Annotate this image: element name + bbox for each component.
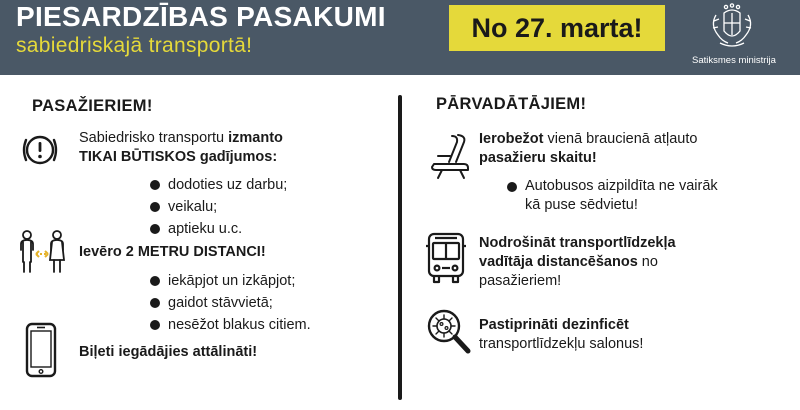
carriers-item2-text <box>479 234 676 291</box>
date-badge <box>449 5 665 51</box>
passengers-item1-text-a: Sabiedrisko transportu <box>79 130 229 146</box>
passengers-item1-text-c: TIKAI BŪTISKOS gadījumos: <box>79 149 278 165</box>
passengers-item1-text-b: izmanto <box>228 130 283 146</box>
carriers-item3-text-a: Pastiprināti dezinficēt <box>479 317 629 333</box>
date-text: No 27. marta! <box>471 12 643 43</box>
passengers-item2-bullets <box>150 270 311 336</box>
carriers-item2-text-c: no <box>637 254 658 270</box>
carriers-item1-text-c: pasažieru skaitu! <box>479 150 597 166</box>
passengers-item1-bullets <box>150 174 287 240</box>
passengers-item3-text <box>79 343 257 362</box>
ministry-label: Satiksmes ministrija <box>692 55 776 66</box>
passengers-item1-text <box>79 129 283 167</box>
carriers-item3-text <box>479 316 643 354</box>
passengers-item2-text-b: Ievēro 2 METRU DISTANCI! <box>79 244 266 260</box>
carriers-item2-text-a: Nodrošināt transportlīdzekļa <box>479 235 676 251</box>
list-item: aptieku u.c. <box>150 218 287 240</box>
list-item: nesēžot blakus citiem. <box>150 314 311 336</box>
passengers-item3-text-b: Biļeti iegādājies attālināti! <box>79 344 258 360</box>
carriers-item1-bullet-cont: kā puse sēdvietu! <box>525 197 638 213</box>
list-item: Autobusos aizpildīta ne vairāk <box>507 176 718 196</box>
carriers-item2-text-d: pasažieriem! <box>479 273 562 289</box>
carriers-item2-text-b: vadītāja distancēšanos <box>479 254 638 270</box>
page-subtitle: sabiedriskajā transportā! <box>16 34 253 57</box>
list-item: veikalu; <box>150 196 287 218</box>
carriers-item1-text <box>479 130 697 168</box>
virus-magnifier-icon <box>424 306 474 358</box>
smartphone-icon <box>24 322 58 378</box>
carriers-item3-text-b: transportlīdzekļu salonus! <box>479 336 644 352</box>
carriers-item1-text-b: vienā braucienā atļauto <box>543 131 698 147</box>
coat-of-arms-icon <box>706 3 758 51</box>
carriers-heading: PĀRVADĀTĀJIEM! <box>436 95 587 113</box>
passengers-item2-text <box>79 243 266 262</box>
carriers-item1-text-a: Ierobežot <box>479 131 544 147</box>
carriers-item1-bullets <box>507 176 718 196</box>
header-banner <box>0 0 800 75</box>
list-item: iekāpjot un izkāpjot; <box>150 270 311 292</box>
warning-alert-icon <box>20 130 60 170</box>
list-item: dodoties uz darbu; <box>150 174 287 196</box>
list-item: gaidot stāvvietā; <box>150 292 311 314</box>
seat-icon <box>428 132 472 180</box>
page-title: PIESARDZĪBAS PASAKUMI <box>16 1 386 32</box>
column-divider <box>398 95 402 400</box>
passengers-heading: PASAŽIERIEM! <box>32 97 153 115</box>
people-distance-icon <box>16 228 68 276</box>
bus-icon <box>424 230 468 286</box>
